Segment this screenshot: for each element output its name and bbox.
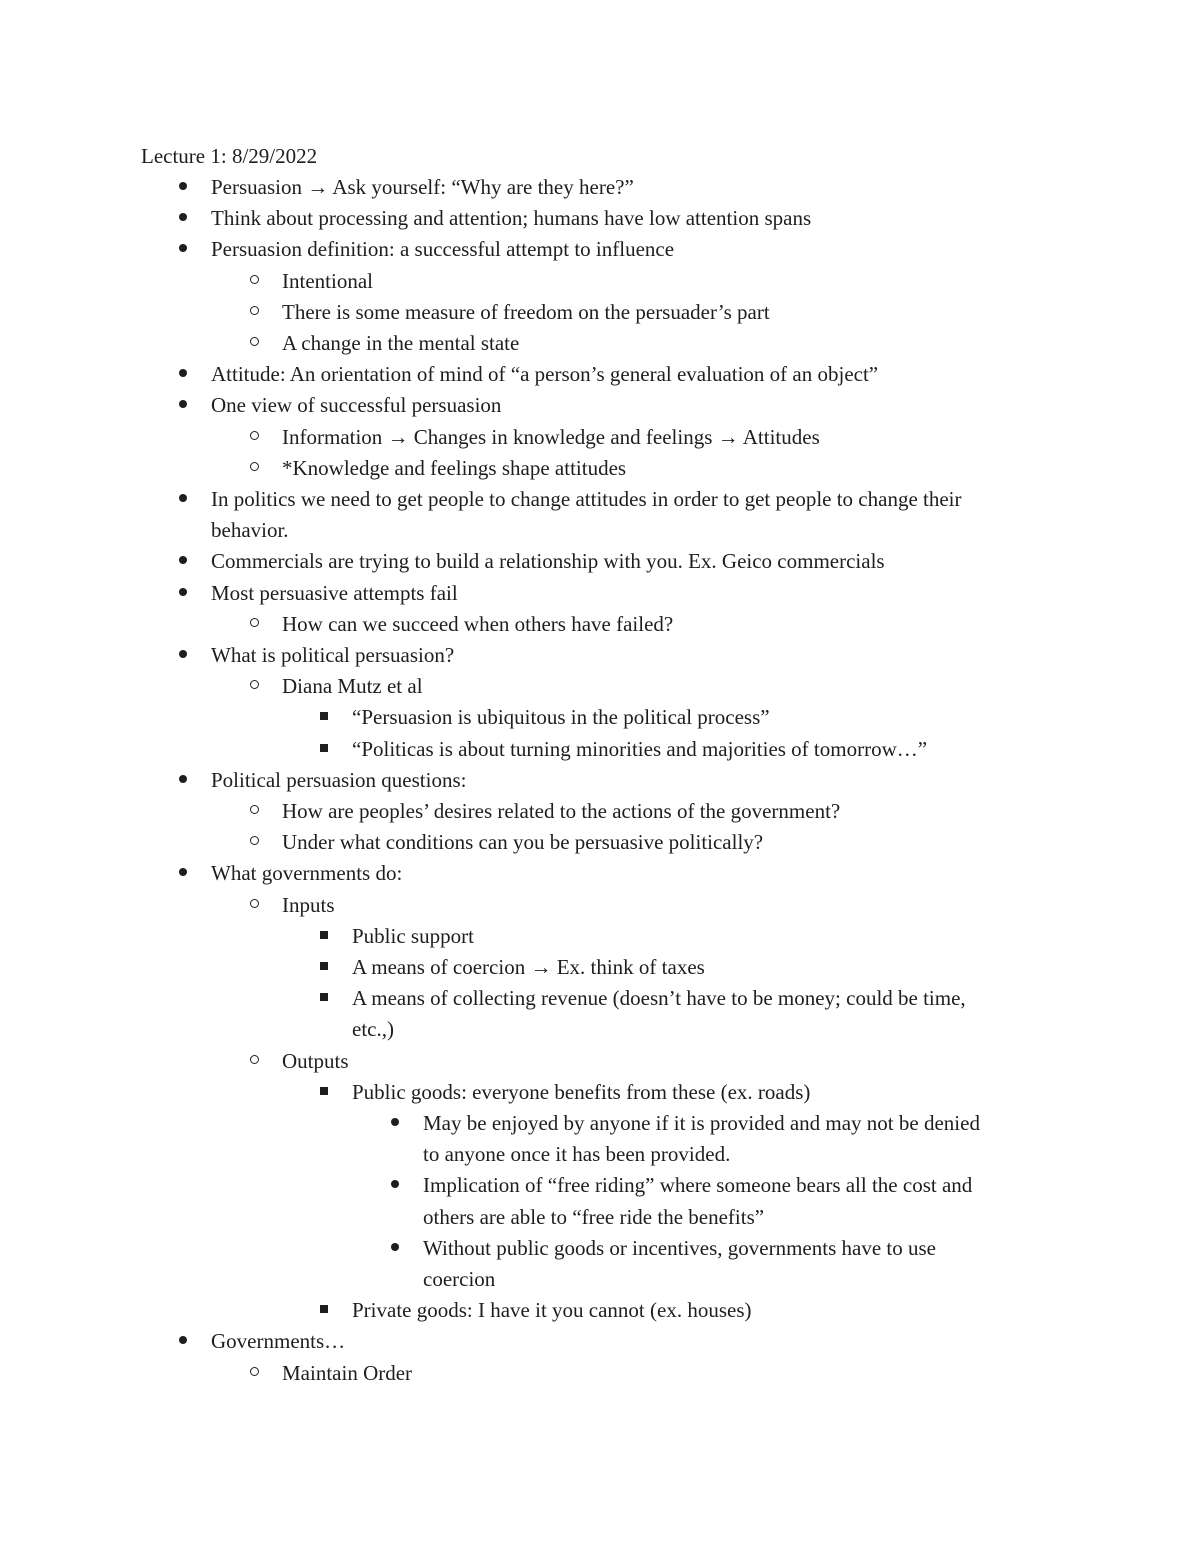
list-item: What is political persuasion? — [211, 643, 455, 667]
bullet-square-icon — [307, 1077, 341, 1108]
bullet-disc-icon — [166, 765, 200, 796]
bullet-circle-icon — [237, 328, 271, 359]
list-item: Under what conditions can you be persuasive politically? — [282, 830, 764, 854]
list-item: Persuasion → Ask yourself: “Why are they here?” — [211, 175, 634, 199]
bullet-square-icon — [307, 983, 341, 1014]
list-item: What governments do: — [211, 861, 403, 885]
bullet-disc-icon — [378, 1233, 412, 1264]
list-item: Inputs — [282, 893, 335, 917]
list-item: Diana Mutz et al — [282, 674, 423, 698]
bullet-disc-icon — [166, 578, 200, 609]
list-item: Political persuasion questions: — [211, 768, 467, 792]
bullet-disc-icon — [378, 1170, 412, 1201]
list-item: Governments… — [211, 1329, 346, 1353]
list-item: Implication of “free riding” where someone bears all the cost and — [423, 1173, 973, 1197]
list-item: Commercials are trying to build a relationship with you. Ex. Geico commercials — [211, 549, 885, 573]
bullet-square-icon — [307, 1295, 341, 1326]
bullet-circle-icon — [237, 422, 271, 453]
list-item: How are peoples’ desires related to the actions of the government? — [282, 799, 841, 823]
bullet-disc-icon — [166, 359, 200, 390]
list-item: Attitude: An orientation of mind of “a person’s general evaluation of an object” — [211, 362, 879, 386]
list-item: Maintain Order — [282, 1361, 413, 1385]
bullet-disc-icon — [166, 1326, 200, 1357]
list-item: There is some measure of freedom on the persuader’s part — [282, 300, 770, 324]
list-item: One view of successful persuasion — [211, 393, 502, 417]
list-item: “Persuasion is ubiquitous in the political process” — [352, 705, 770, 729]
bullet-disc-icon — [166, 640, 200, 671]
bullet-circle-icon — [237, 1358, 271, 1389]
bullet-square-icon — [307, 921, 341, 952]
bullet-circle-icon — [237, 609, 271, 640]
page-title: Lecture 1: 8/29/2022 — [141, 144, 318, 168]
list-item: Outputs — [282, 1049, 349, 1073]
bullet-circle-icon — [237, 1046, 271, 1077]
list-item: May be enjoyed by anyone if it is provided and may not be denied — [423, 1111, 980, 1135]
list-item-continuation: coercion — [423, 1267, 496, 1291]
bullet-circle-icon — [237, 827, 271, 858]
bullet-square-icon — [307, 952, 341, 983]
bullet-circle-icon — [237, 266, 271, 297]
bullet-disc-icon — [166, 546, 200, 577]
bullet-disc-icon — [166, 858, 200, 889]
list-item: Information → Changes in knowledge and feelings → Attitudes — [282, 425, 820, 449]
list-item: Persuasion definition: a successful attempt to influence — [211, 237, 675, 261]
list-item: In politics we need to get people to change attitudes in order to get people to change their — [211, 487, 962, 511]
bullet-circle-icon — [237, 453, 271, 484]
list-item: “Politicas is about turning minorities and majorities of tomorrow…” — [352, 737, 928, 761]
bullet-disc-icon — [166, 390, 200, 421]
list-item-continuation: others are able to “free ride the benefits” — [423, 1205, 765, 1229]
list-item: Public support — [352, 924, 474, 948]
list-item: Think about processing and attention; humans have low attention spans — [211, 206, 812, 230]
bullet-disc-icon — [166, 172, 200, 203]
list-item: A means of coercion → Ex. think of taxes — [352, 955, 705, 979]
list-item-continuation: etc.,) — [352, 1017, 394, 1041]
bullet-circle-icon — [237, 297, 271, 328]
list-item: Private goods: I have it you cannot (ex. houses) — [352, 1298, 752, 1322]
list-item: Without public goods or incentives, governments have to use — [423, 1236, 936, 1260]
bullet-square-icon — [307, 702, 341, 733]
list-item-continuation: to anyone once it has been provided. — [423, 1142, 731, 1166]
list-item: A means of collecting revenue (doesn’t have to be money; could be time, — [352, 986, 966, 1010]
bullet-square-icon — [307, 734, 341, 765]
list-item: A change in the mental state — [282, 331, 520, 355]
list-item-continuation: behavior. — [211, 518, 289, 542]
list-item: How can we succeed when others have failed? — [282, 612, 674, 636]
list-item: Most persuasive attempts fail — [211, 581, 458, 605]
bullet-circle-icon — [237, 671, 271, 702]
bullet-disc-icon — [166, 234, 200, 265]
list-item: Public goods: everyone benefits from these (ex. roads) — [352, 1080, 811, 1104]
bullet-disc-icon — [378, 1108, 412, 1139]
list-item: Intentional — [282, 269, 373, 293]
bullet-disc-icon — [166, 203, 200, 234]
bullet-circle-icon — [237, 890, 271, 921]
list-item: *Knowledge and feelings shape attitudes — [282, 456, 627, 480]
bullet-disc-icon — [166, 484, 200, 515]
bullet-circle-icon — [237, 796, 271, 827]
